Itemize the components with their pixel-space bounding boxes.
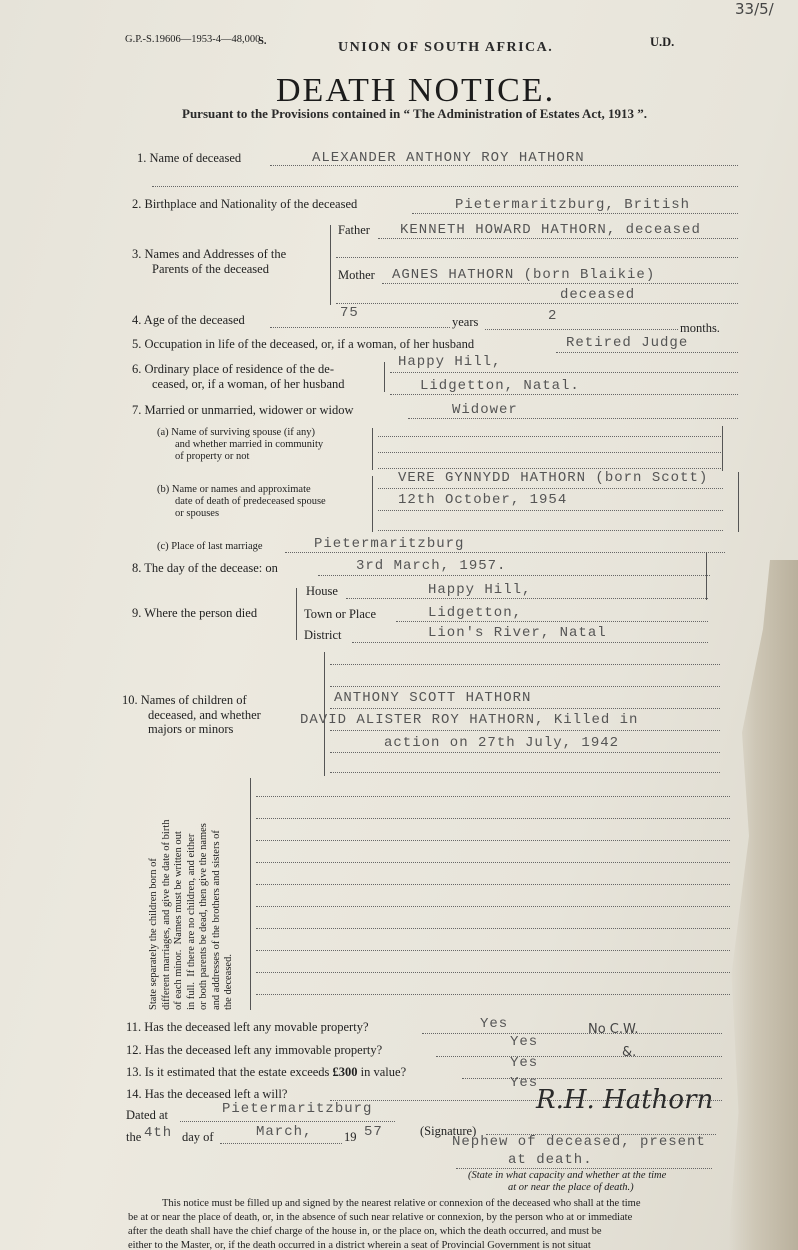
page-title: DEATH NOTICE. <box>276 72 556 109</box>
q2-line <box>412 213 738 214</box>
q10-line2 <box>330 686 720 687</box>
q8-line <box>318 575 710 576</box>
month-value: March, <box>256 1124 313 1140</box>
q13-value: Yes <box>510 1055 539 1071</box>
q11-value: Yes <box>480 1016 509 1032</box>
side-line-8 <box>256 950 730 951</box>
print-code: G.P.-S.19606—1953-4—48,000 <box>125 34 261 45</box>
q7b-label-1: (b) Name or names and approximate <box>157 484 311 495</box>
q3-bracket <box>330 225 331 305</box>
district-value: Lion's River, Natal <box>428 625 607 641</box>
q3-label-a: 3. Names and Addresses of the <box>132 247 287 261</box>
q2-value: Pietermaritzburg, British <box>455 197 691 213</box>
q9-label: 9. Where the person died <box>132 606 258 620</box>
q10-label-b: deceased, and whether <box>148 708 261 722</box>
q4-months: 2 <box>548 308 558 324</box>
father-label: Father <box>338 223 370 237</box>
q13-amount: £300 <box>332 1065 358 1079</box>
q10-line3 <box>330 708 720 709</box>
child-2: DAVID ALISTER ROY HATHORN, Killed in <box>300 712 639 728</box>
q7b-bracket <box>372 476 373 532</box>
q7c-value: Pietermaritzburg <box>314 536 465 552</box>
q1-line2 <box>152 186 738 187</box>
day-value: 4th <box>144 1125 173 1141</box>
town-label: Town or Place <box>304 607 377 621</box>
q10-line6 <box>330 772 720 773</box>
child-2-continued: action on 27th July, 1942 <box>384 735 620 751</box>
q1-label: 1. Name of deceased <box>137 151 242 165</box>
corner-mark: 33/5/ <box>735 0 774 18</box>
q13-label-start: 13. Is it estimated that the estate exceeds <box>126 1065 330 1079</box>
q3-label-b: Parents of the deceased <box>152 262 269 276</box>
side-line-7 <box>256 928 730 929</box>
side-line-6 <box>256 906 730 907</box>
q10-line1 <box>330 664 720 665</box>
q7-label: 7. Married or unmarried, widower or widow <box>132 403 354 417</box>
q10-line5 <box>330 752 720 753</box>
capacity-note-2: at or near the place of death.) <box>508 1182 634 1193</box>
town-line <box>396 621 708 622</box>
torn-paper-edge <box>728 560 798 1250</box>
q14-value: Yes <box>510 1075 539 1091</box>
father-line <box>378 238 738 239</box>
q8-value: 3rd March, 1957. <box>356 558 507 574</box>
q7a-line1 <box>378 436 723 437</box>
town-value: Lidgetton, <box>428 605 523 621</box>
mother-value2: deceased <box>560 287 636 303</box>
years-label: years <box>452 315 479 329</box>
mother-line <box>382 283 738 284</box>
q11-line <box>422 1033 722 1034</box>
q7-value: Widower <box>452 402 518 418</box>
q7a-label-2: and whether married in community <box>175 439 324 450</box>
dated-label: Dated at <box>126 1108 168 1122</box>
q4-years-line <box>270 327 450 328</box>
q11-label: 11. Has the deceased left any movable property? <box>126 1020 369 1034</box>
side-line-9 <box>256 972 730 973</box>
father-value: KENNETH HOWARD HATHORN, deceased <box>400 222 701 238</box>
months-label: months. <box>680 321 720 335</box>
q2-label: 2. Birthplace and Nationality of the deceased <box>132 197 358 211</box>
capacity-value-2: at death. <box>508 1152 593 1168</box>
q14-label: 14. Has the deceased left a will? <box>126 1087 288 1101</box>
q9-bracket <box>296 588 297 640</box>
q10-label-a: 10. Names of children of <box>122 693 247 707</box>
q7a-label-3: of property or not <box>175 451 250 462</box>
print-code-suffix: S. <box>258 36 267 47</box>
q8-label: 8. The day of the decease: on <box>132 561 278 575</box>
father-line2 <box>336 257 738 258</box>
day-of-label: day of <box>182 1130 214 1144</box>
dated-value: Pietermaritzburg <box>222 1101 373 1117</box>
q8-right-bracket <box>706 552 707 600</box>
capacity-value-1: Nephew of deceased, present <box>452 1134 706 1150</box>
district-label: District <box>304 628 342 642</box>
q12-label: 12. Has the deceased left any immovable property? <box>126 1043 383 1057</box>
q7b-label-3: or spouses <box>175 508 220 519</box>
q6-label-b: ceased, or, if a woman, of her husband <box>152 377 345 391</box>
capacity-note-1: (State in what capacity and whether at the time <box>468 1170 667 1181</box>
footer-line-2: be at or near the place of death, or, in the absence of such near relative or connexion, by the person who at or immediate <box>128 1212 633 1223</box>
q7b-line1 <box>378 488 723 489</box>
capacity-line <box>456 1168 712 1169</box>
q10-label-c: majors or minors <box>148 722 234 736</box>
q7c-line <box>285 552 725 553</box>
q5-label: 5. Occupation in life of the deceased, or, if a woman, of her husband <box>132 337 475 351</box>
signature: R.H. Hathorn <box>536 1085 714 1115</box>
q6-bracket <box>384 362 385 392</box>
q7a-label-1: (a) Name of surviving spouse (if any) <box>157 427 316 438</box>
month-line <box>220 1143 342 1144</box>
q7c-label: (c) Place of last marriage <box>157 541 263 552</box>
footer-line-1: This notice must be filled up and signed by the nearest relative or connexion of the deceased who shall at the time <box>162 1198 641 1209</box>
q7b-right-bracket <box>738 472 739 532</box>
house-label: House <box>306 584 338 598</box>
q12-value: Yes <box>510 1034 539 1050</box>
dated-line <box>180 1121 395 1122</box>
mother-label: Mother <box>338 268 375 282</box>
q5-line <box>556 352 738 353</box>
q7b-value1: VERE GYNNYDD HATHORN (born Scott) <box>398 470 709 486</box>
q7b-line2 <box>378 510 723 511</box>
signature-label: (Signature) <box>420 1124 477 1138</box>
children-side-note: State separately the children born of different marriages, and give the date of birth of each minor. Names must be written out in full. If there are no children, and either or both parents be dead, then give the names and addresses of the brothers and sisters of the deceased. <box>148 819 234 1010</box>
year-value: 57 <box>364 1124 383 1140</box>
q1-value: ALEXANDER ANTHONY ROY HATHORN <box>312 150 585 166</box>
q7a-right-bracket <box>722 426 723 471</box>
year-prefix: 19 <box>344 1130 357 1144</box>
q4-years: 75 <box>340 305 359 321</box>
q7a-line2 <box>378 452 723 453</box>
q13-label-end: in value? <box>360 1065 407 1079</box>
q13-label <box>126 1065 406 1080</box>
side-line-3 <box>256 840 730 841</box>
q6-line1 <box>390 372 738 373</box>
side-line-5 <box>256 884 730 885</box>
q7b-line3 <box>378 530 723 531</box>
q7b-label-2: date of death of predeceased spouse <box>175 496 326 507</box>
q7a-line3 <box>378 468 723 469</box>
side-bracket <box>250 778 251 1010</box>
district-line <box>352 642 708 643</box>
side-line-2 <box>256 818 730 819</box>
mother-line2 <box>336 303 738 304</box>
q6-label-a: 6. Ordinary place of residence of the de- <box>132 362 334 376</box>
q4-label: 4. Age of the deceased <box>132 313 245 327</box>
q10-line4 <box>330 730 720 731</box>
side-line-4 <box>256 862 730 863</box>
child-1: ANTHONY SCOTT HATHORN <box>334 690 532 706</box>
union-heading: UNION OF SOUTH AFRICA. <box>338 40 554 55</box>
q6-value2: Lidgetton, Natal. <box>420 378 580 394</box>
handwritten-mark: &. <box>622 1045 637 1060</box>
q5-value: Retired Judge <box>566 335 689 351</box>
footer-line-4: either to the Master, or, if the death occurred in a district wherein a seat of Provincial Government is not situat <box>128 1240 591 1250</box>
mother-value: AGNES HATHORN (born Blaikie) <box>392 267 656 283</box>
form-code: U.D. <box>650 35 675 49</box>
q7a-bracket <box>372 428 373 470</box>
footer-line-3: after the death shall have the chief charge of the house in, or the place on, which the death occurred, and must be <box>128 1226 602 1237</box>
q12-line <box>436 1056 722 1057</box>
handwritten-note: No C.W. <box>588 1022 639 1037</box>
q13-line <box>462 1078 722 1079</box>
page-subtitle: Pursuant to the Provisions contained in “ The Administration of Estates Act, 1913 ”. <box>182 106 648 121</box>
q6-line2 <box>390 394 738 395</box>
side-line-1 <box>256 796 730 797</box>
q7b-value2: 12th October, 1954 <box>398 492 568 508</box>
the-label: the <box>126 1130 142 1144</box>
q7-line <box>408 418 738 419</box>
q6-value1: Happy Hill, <box>398 354 502 370</box>
house-value: Happy Hill, <box>428 582 532 598</box>
q4-months-line <box>485 329 678 330</box>
house-line <box>346 598 708 599</box>
side-line-10 <box>256 994 730 995</box>
